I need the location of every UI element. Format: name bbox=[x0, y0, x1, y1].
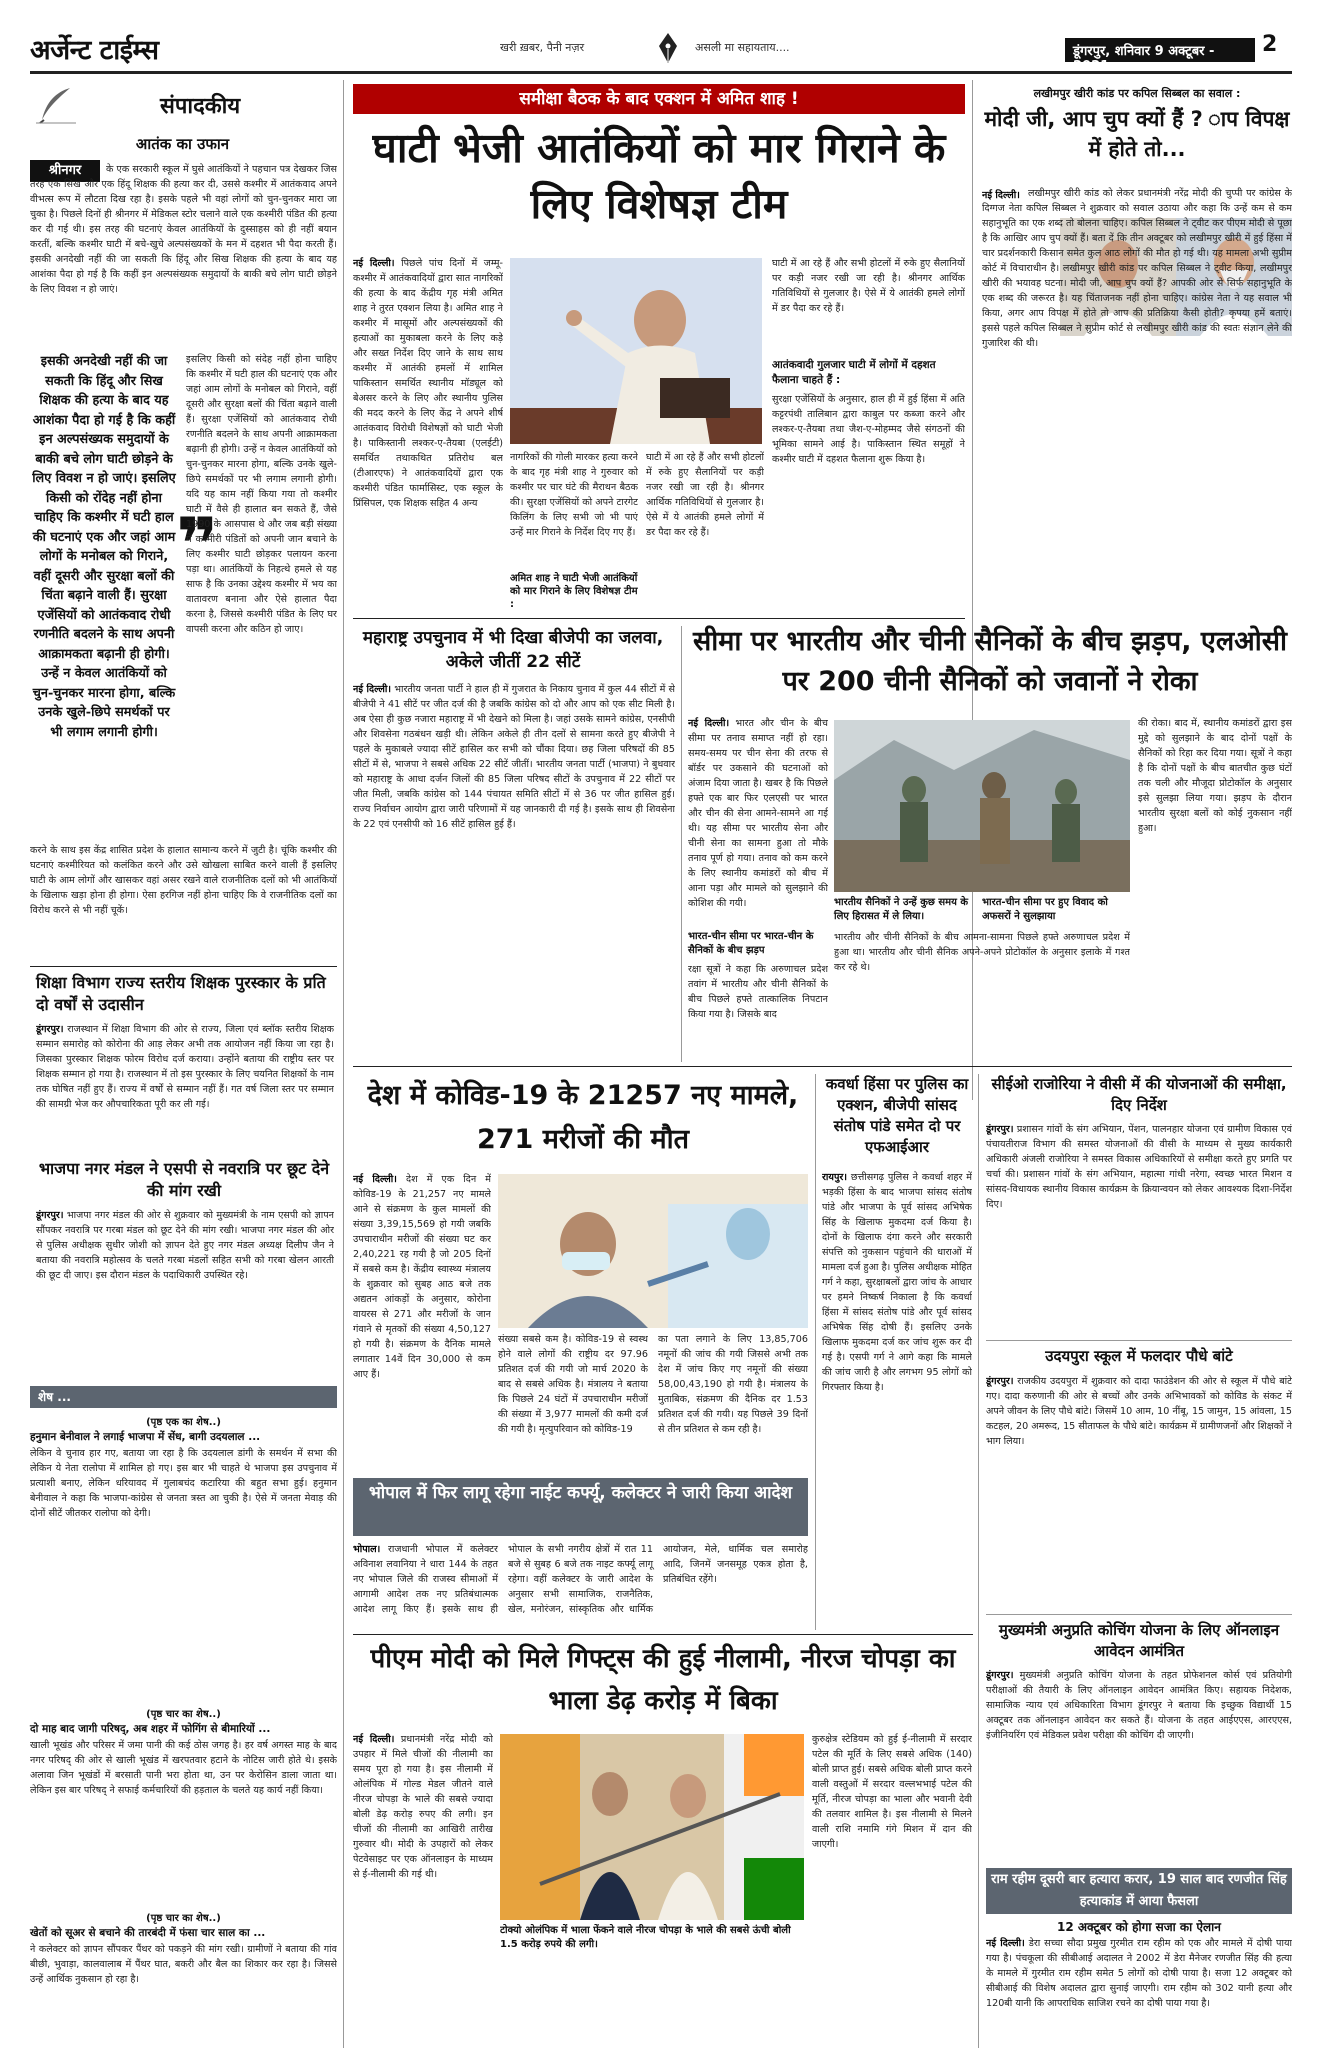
border-photo-caption: भारतीय सैनिकों ने उन्हें कुछ समय के लिए हिरासत में ले लिया। bbox=[834, 897, 969, 922]
masthead-date: डूंगरपुर, शनिवार 9 अक्टूबर - 2021 bbox=[1065, 38, 1255, 62]
newspaper-title: अर्जेन्ट टाईम्स bbox=[30, 35, 159, 66]
ramrahim-headline: राम रहीम दूसरी बार हत्यारा करार, 19 साल बाद रणजीत सिंह हत्याकांड में आया फैसला bbox=[986, 1868, 1292, 1914]
masthead bbox=[30, 30, 1292, 74]
editorial-title: आतंक का उफान bbox=[135, 135, 230, 153]
story-text: राजस्थान में शिक्षा विभाग की ओर से राज्य, जिला एवं ब्लॉक स्तरीय शिक्षक सम्मान समारोह को कोरोना की आड़ लेकर अभी तक आयोजन नहीं किया जा रहा है। जिसका पुरस्कार शिक्षक फोरम विरोध दर्ज कराया। उन्होंने बताया की राष्ट्रीय स्तर पर शिक्षक सम्मान हो गया है। राजस्थान में तो इस पुरस्कार के लिए चयनित शिक्षकों के नाम तक घोषित नहीं हुए हैं। राज्य में वर्षों से सम्मान नहीं हैं। गत वर्ष जिला स्तर पर सम्मान की सामग्री भेज कर औपचारिकता पूरी कर ली गई। bbox=[36, 1024, 334, 1110]
soldiers-photo bbox=[834, 720, 1130, 892]
dateline: डूंगरपुर। bbox=[986, 1670, 1014, 1681]
ceo-body bbox=[986, 1122, 1292, 1336]
amit-shah-photo bbox=[510, 258, 762, 444]
lead-subhead: आतंकवादी गुलजार घाटी में लोगों में दहशत फैलाना चाहते हैं : bbox=[772, 359, 936, 386]
teacher-award-headline: शिक्षा विभाग राज्य स्तरीय शिक्षक पुरस्कार के प्रति दो वर्षों से उदासीन bbox=[36, 973, 326, 1014]
pen-nib-icon bbox=[655, 32, 681, 64]
continued-label: (पृष्ठ चार का शेष..) bbox=[146, 1913, 221, 1924]
border-subhead-2: भारत-चीन सीमा पर हुए विवाद को अफसरों ने सुलझाया bbox=[982, 897, 1108, 922]
udaipura-headline: उदयपुरा स्कूल में फलदार पौधे बांटे bbox=[1045, 1347, 1233, 1365]
ceo-headline: सीईओ राजोरिया ने वीसी में की योजनाओं की समीक्षा, दिए निर्देश bbox=[991, 1075, 1287, 1114]
story-text: राजधानी भोपाल में कलेक्टर अविनाश लवानिया ने धारा 144 के तहत नए भोपाल जिले की राजस्व सीमाओं में आगामी आदेश तक नए प्रतिबंधात्मक आदेश लागू किए हैं। इसके साथ ही भोपाल के सभी नगरीय क्षेत्रों में रात 11 बजे से सुबह 6 बजे तक नाइट कर्फ्यू लागू रहेगा। वहीं कलेक्टर के जारी आदेश के अनुसार सभी सामाजिक, राजनैतिक, खेल, मनोरंजन, सांस्कृतिक और धार्मिक आयोजन, मेले, धार्मिक चल समारोह आदि, जिनमें जनसमूह एकत्र होता है, प्रतिबंधित रहेंगे। bbox=[353, 1544, 808, 1615]
bjp-demand-headline: भाजपा नगर मंडल ने एसपी से नवरात्रि पर छूट देने की मांग रखी bbox=[38, 1159, 330, 1200]
gifts-body-2: कुरुक्षेत्र स्टेडियम को हुई ई-नीलामी में सरदार पटेल की मूर्ति के लिए सबसे अधिक (140) बोली प्राप्त हुई। सबसे अधिक बोली प्राप्त करने वाली वस्तुओं में सरदार वल्लभभाई पटेल की मूर्ति, नीरज चोपड़ा का भाला और भवानी देवी की तलवार शामिल है। इस नीलामी से मिलने वाली राशि नमामि गंगे मिशन में दान की जाएगी। bbox=[812, 1734, 972, 1850]
ramrahim-subtitle: 12 अक्टूबर को होगा सजा का ऐलान bbox=[1057, 1920, 1221, 1934]
tagline-left: खरी ख़बर, पैनी नज़र bbox=[500, 41, 585, 54]
continued-body: खाली भूखंड और परिसर में जमा पानी की कई ठोस जगह है। हर वर्ष अगस्त माह के बाद नगर परिषद् की ओर से खाली भूखंड में खरपतवार हटाने के नोटिस जारी होते थे। इसके अलावा जिन भूखंडों में बरसाती पानी भरा होता था, उन पर केरोसिन डाला जाता था। लेकिन इस बार परिषद् ने सफाई कर्मचारियों की हड़ताल के चलते यह कार्य नहीं किया। bbox=[30, 1740, 337, 1796]
covid-body-1 bbox=[353, 1172, 491, 1472]
kapil-headline: मोदी जी, आप चुप क्यों हैं ? ाप विपक्ष में होते तो... bbox=[984, 107, 1290, 161]
gifts-photo-caption: टोक्यो ओलंपिक में भाला फेंकने वाले नीरज चोपड़ा के भाले की सबसे ऊंची बोली 1.5 करोड़ रुपये की लगी। bbox=[500, 1925, 791, 1950]
dateline: भोपाल। bbox=[353, 1544, 381, 1555]
divider bbox=[353, 1066, 1292, 1067]
covid-body-2: संख्या सबसे कम है। कोविड-19 से स्वस्थ होने वाले लोगों की राष्ट्रीय दर 97.96 प्रतिशत दर्ज की गयी जो मार्च 2020 के बाद से सबसे अधिक है। मंत्रालय ने बताया कि पिछले 24 घंटों में उपचाराधीन मरीजों की संख्या में 3,977 मामलों की कमी दर्ज की गयी है। मृत्युपरिवान को कोविड-19 bbox=[498, 1334, 648, 1435]
lead-body-5: सुरक्षा एजेंसियों के अनुसार, हाल ही में हुई हिंसा में अति कट्टरपंथी तालिबान द्वारा काबुल पर कब्जा करने और लश्कर-ए-तैयबा तथा जैश-ए-मोहम्मद जैसे संगठनों की भूमिका सामने आई है। पाकिस्तान स्थित समूहों ने कश्मीर घाटी में दहशत फैलाना शुरू किया है। bbox=[772, 394, 965, 465]
border-body-4: भारतीय और चीनी सैनिकों के बीच आमना-सामना पिछले हफ्ते अरुणाचल प्रदेश में हुआ था। भारतीय और चीनी सैनिक अपने-अपने प्रोटोकॉल के अनुसार इलाके में गश्त कर रहे थे। bbox=[834, 932, 1130, 973]
border-body-2: रक्षा सूत्रों ने कहा कि अरुणाचल प्रदेश तवांग में भारतीय और चीनी सैनिकों के बीच पिछले हफ्ते तात्कालिक निपटान किया गया है। जिसके बाद bbox=[688, 964, 828, 1020]
lead-headline: घाटी भेजी आतंकियों को मार गिराने के लिए विशेषज्ञ टीम bbox=[372, 124, 946, 228]
lead-kicker: समीक्षा बैठक के बाद एक्शन में अमित शाह ! bbox=[353, 84, 965, 114]
vaccination-illustration bbox=[498, 1174, 808, 1328]
gifts-headline: पीएम मोदी को मिले गिफ्ट्स की हुई नीलामी, नीरज चोपड़ा का भाला डेढ़ करोड़ में बिका bbox=[370, 1644, 956, 1716]
continued-body: ने कलेक्टर को ज्ञापन सौंपकर पैंथर को पकड़ने की मांग रखी। ग्रामीणों ने बताया की गांव बीछी, भुवाड़ा, कालवालाब में पैंथर घात, बकरी और बैल का शिकार कर रहा है। जिससे उन्हें आर्थिक नुकसान हो रहा है। bbox=[30, 1944, 337, 1985]
kawardha-body bbox=[822, 1170, 972, 1630]
story-text: भारत और चीन के बीच सीमा पर तनाव समाप्त नहीं हो रहा। समय-समय पर चीन सेना की तरफ से बॉर्डर पर उकसाने की घटनाओं को अंजाम दिया जाता है। खबर है कि पिछले हफ्ते एक बार फिर एलएसी पर भारत और चीन की सेना आमने-सामने आ गई थी। यह सीमा पर भारतीय सेना और चीनी सेना का सामना हुआ तो मौके तनाव पूर्ण हो गया। तनाव को कम करने के लिए स्थानीय कमांडरों को बीच में आना पड़ा और मामले को सुलझाने की कोशिश की गयी। bbox=[688, 718, 828, 909]
continued-label: (पृष्ठ चार का शेष..) bbox=[146, 1709, 221, 1720]
story-text: प्रधानमंत्री नरेंद्र मोदी को उपहार में मिले चीजों की नीलामी का समय पूरा हो गया है। इस नीलामी में ओलंपिक में गोल्ड मेडल जीतने वाले नीरज चोपड़ा के भाले की सबसे ज्यादा बोली डेढ़ करोड़ रुपए की लगी। इन चीजों की नीलामी का आखिरी तारीख गुरुवार थी। मोदी के उपहारों को लेकर पेटवेसाइट पर एक ऑनलाइन के माध्यम से ई-नीलामी की गई थी। bbox=[353, 1734, 493, 1880]
modi-neeraj-photo bbox=[500, 1734, 804, 1920]
border-body-1 bbox=[688, 716, 828, 926]
dateline: नई दिल्ली। bbox=[353, 1174, 397, 1185]
tagline-right: असली मा सहायताय.... bbox=[695, 41, 790, 54]
continued-headline: दो माह बाद जागी परिषद्, अब शहर में फोगिंग से बीमारियों ... bbox=[30, 1723, 271, 1735]
divider bbox=[986, 1614, 1292, 1615]
soldiers-illustration bbox=[834, 720, 1130, 892]
story-text: देश में एक दिन में कोविड-19 के 21,257 नए मामले आने से संक्रमण के कुल मामलों की संख्या 3,39,15,569 हो गयी जबकि उपचाराधीन मरीजों की संख्या घट कर 2,40,221 रह गयी है जो 205 दिनों में सबसे कम है। केंद्रीय स्वास्थ्य मंत्रालय के शुक्रवार को सुबह आठ बजे तक अद्यतन आंकड़ों के अनुसार, कोरोना वायरस से 271 और मरीजों के जान गंवाने से मृतकों की संख्या 4,50,127 हो गयी है। संक्रमण के दैनिक मामले लगातार 14वें दिन 30,000 से कम आए हैं। bbox=[353, 1174, 491, 1380]
kawardha-headline: कवर्धा हिंसा पर पुलिस का एक्शन, बीजेपी सांसद संतोष पांडे समेत दो पर एफआईआर bbox=[825, 1075, 969, 1156]
bhopal-body bbox=[353, 1542, 808, 1630]
border-headline: सीमा पर भारतीय और चीनी सैनिकों के बीच झड़प, एलओसी पर 200 चीनी सैनिकों को जवानों ने रोका bbox=[692, 626, 1287, 697]
editorial-header bbox=[30, 86, 335, 126]
dateline: नई दिल्ली। bbox=[353, 1734, 395, 1745]
coaching-body bbox=[986, 1668, 1292, 1864]
dateline: नई दिल्ली। bbox=[353, 258, 395, 269]
kapil-kicker: लखीमपुर खीरी कांड पर कपिल सिब्बल का सवाल : bbox=[1033, 87, 1241, 100]
javelin-illustration bbox=[500, 1734, 804, 1920]
gifts-body-1 bbox=[353, 1732, 493, 2042]
page-number: 2 bbox=[1262, 32, 1278, 57]
column-divider bbox=[343, 80, 344, 2048]
border-body-3: की रोका। बाद में, स्थानीय कमांडरों द्वारा इस मुद्दे को सुलझाने के बाद दोनों पक्षों के सैनिकों को रिहा कर दिया गया। सूत्रों ने कहा है कि दोनों पक्षों के बीच बातचीत कुछ घंटों तक चली और मौजूदा प्रोटोकॉल के अनुसार इसे सुलझा लिया गया। झड़प के दौरान भारतीय सुरक्षा बलों को कोई नुकसान नहीं हुआ। bbox=[1138, 718, 1292, 834]
dateline: डूंगरपुर। bbox=[36, 1210, 64, 1221]
quill-icon bbox=[36, 86, 76, 124]
dateline: नई दिल्ली। bbox=[982, 190, 1020, 201]
lead-body-1 bbox=[353, 256, 503, 612]
kapil-body: लखीमपुर खीरी कांड को लेकर प्रधानमंत्री नरेंद्र मोदी की चुप्पी पर कांग्रेस के दिग्गज नेता कपिल सिब्बल ने शुक्रवार को सवाल उठाया और कहा कि उन्हें कम से कम सहानुभूति का एक शब्द तो बोलना चाहिए। कपिल सिब्बल ने ट्वीट कर पीएम मोदी से पूछा है कि आखिर आप चुप क्यों हैं। बता दें कि तीन अक्टूबर को लखीमपुर खीरी में हुई हिंसा में चार प्रदर्शनकारी किसान समेत कुल आठ लोगों की मौत हो गई थी। यह मामला अभी सुप्रीम कोर्ट में विचाराधीन है। लखीमपुर खीरी कांड पर कपिल सिब्बल ने ट्वीट किया, लखीमपुर खीरी की भयावह घटना। मोदी जी, आप चुप क्यों हैं? आपकी ओर से सिर्फ सहानुभूति के एक शब्द की जरूरत है। यह चिंताजनक नहीं होना चाहिए। कांग्रेस नेता ने यह सवाल भी किया, अगर आप विपक्ष में होते तो आप की प्रतिक्रिया कैसी होती? कृपया हमें बताएं। इससे पहले कपिल सिब्बल ने सुप्रीम कोर्ट से लखीमपुर खीरी कांड की स्वतः संज्ञान लेने की गुजारिश की थी। bbox=[982, 188, 1292, 349]
divider bbox=[986, 1340, 1292, 1341]
editorial-footer: करने के साथ इस केंद्र शासित प्रदेश के हालात सामान्य करने में जुटी है। चूंकि कश्मीर की घटनाएं कश्मीरियत को कलंकित करने और उसे खोखला साबित करने वाली हैं इसलिए घाटी के आम लोगों और खासकर वहां असर रखने वाले राजनीतिक दलों को भी आतंकियों के खिलाफ खड़ा होना ही होगा। ऐसा हरगिज नहीं होना चाहिए कि वे राजनीतिक दलों का विरोध करने से भी नहीं चूकें। bbox=[30, 845, 337, 916]
column-divider bbox=[681, 626, 682, 1062]
story-text: भारतीय जनता पार्टी ने हाल ही में गुजरात के निकाय चुनाव में कुल 44 सीटों में से बीजेपी ने 41 सीटें पर जीत दर्ज की है जबकि कांग्रेस को दो और आप को एक सीट मिली है। अब ऐसा ही कुछ नजारा महाराष्ट्र में भी देखने को मिला है। जहां उसके सामने कांग्रेस, एनसीपी और शिवसेना गठबंधन खड़ी थी। लेकिन अकेले ही तीन दलों से सामना करते हुए बीजेपी ने पहले के मुकाबले ज्यादा सीटें हासिल कर सभी को चौंका दिया। छह जिला परिषदों की 85 सीटों में से, भाजपा ने सबसे अधिक 22 सीटें जीतीं। भारतीय जनता पार्टी (भाजपा) ने बुधवार को महाराष्ट्र के आधा दर्जन जिलों की 85 जिला परिषद सीटों के उपचुनाव में 22 सीटों पर जीत मिली, जबकि कांग्रेस को 144 पंचायत समिति सीटों में से 36 पर जीत हासिल हुई। राज्य निर्वाचन आयोग द्वारा जारी परिणामों में यह जानकारी दी गई है। इसके साथ ही शिवसेना के 22 एवं एनसीपी को 16 सीटें हासिल हुई हैं। bbox=[353, 684, 675, 830]
dateline: नई दिल्ली। bbox=[688, 718, 730, 729]
bjp-demand-body bbox=[36, 1208, 334, 1380]
story-text: राजकीय उदयपुरा में शुक्रवार को दादा फाउंडेशन की ओर से स्कूल में पौधे बांटे गए। दादा करुणानी की ओर से बच्चों और उनके अभिभावकों को कोविड के संकट में अपने जीवन के लिए पौधे बांटे। जिसमें 10 आम, 10 नींबू, 15 जामुन, 15 आंवला, 15 कटहल, 20 अमरूद, 15 सीताफल के पौधे बांटे। कार्यक्रम में ग्रामीणजनों और शिक्षकों ने भाग लिया। bbox=[986, 1376, 1292, 1447]
lead-body-2: नागरिकों की गोली मारकर हत्या करने के बाद गृह मंत्री शाह ने गुरुवार को कश्मीर पर चार घंटे की मैराथन बैठक की। सुरक्षा एजेंसियों को अपने टारगेट किलिंग के लिए सभी जो भी पाएं उन्हें मार गिराने के निर्देश दिए गए हैं। bbox=[510, 452, 638, 538]
story-text: पिछले पांच दिनों में जम्मू-कश्मीर में आतंकवादियों द्वारा सात नागरिकों की हत्या के बाद केंद्रीय गृह मंत्री अमित शाह ने तुरत एक्शन लिया है। अमित शाह ने कश्मीर में मासूमों और अल्पसंख्यकों की हत्याओं का मुकाबला करने के लिए कड़े और सख्त निर्देश दिए जाने के साथ साथ कश्मीर में आतंकी हमलों में शामिल पाकिस्तान समर्थित स्थानीय मॉड्यूल को बेअसर करने के लिए और स्थानीय पुलिस की मदद करने के लिए केंद्र ने अपने शीर्ष आतंकवाद विरोधी विशेषज्ञों को घाटी भेजी है। पाकिस्तानी लश्कर-ए-तैयबा (एलईटी) समर्थित तथाकथित प्रतिरोध बल (टीआरएफ) ने आतंकवादियों द्वारा एक कश्मीरी पंडित फार्मासिस्ट, एक स्कूल के प्रिंसिपल, एक शिक्षक सहित 4 अन्य bbox=[353, 258, 503, 509]
dateline: डूंगरपुर। bbox=[36, 1024, 64, 1035]
coaching-headline: मुख्यमंत्री अनुप्रति कोचिंग योजना के लिए ऑनलाइन आवेदन आमंत्रित bbox=[998, 1621, 1280, 1660]
continued-label: (पृष्ठ एक का शेष..) bbox=[146, 1417, 221, 1428]
story-text: मुख्यमंत्री अनुप्रति कोचिंग योजना के तहत प्रोफेशनल कोर्स एवं प्रतियोगी परीक्षाओं की तैयारी के लिए ऑनलाइन आवेदन आमंत्रित किए। सहायक निदेशक, सामाजिक न्याय एवं अधिकारिता विभाग डूंगरपुर ने बताया कि इच्छुक विद्यार्थी 15 अक्टूबर तक ऑनलाइन आवेदन कर सकते हैं। योजना के तहत आईएएस, आरएएस, इंजीनियरिंग एवं मेडिकल प्रवेश परीक्षा की कोचिंग दी जाएगी। bbox=[986, 1670, 1292, 1741]
continued-headline: खेतों को सूअर से बचाने की तारबंदी में फंसा चार साल का ... bbox=[30, 1927, 266, 1939]
editorial-dateline: श्रीनगर bbox=[30, 160, 100, 182]
dateline: डूंगरपुर। bbox=[986, 1376, 1014, 1387]
bypoll-headline: महाराष्ट्र उपचुनाव में भी दिखा बीजेपी का जलवा, अकेले जीतीं 22 सीटें bbox=[362, 628, 664, 672]
dateline: डूंगरपुर। bbox=[986, 1124, 1014, 1135]
bypoll-body bbox=[353, 682, 675, 1062]
column-divider bbox=[815, 1074, 816, 1630]
story-text: भाजपा नगर मंडल की ओर से शुक्रवार को मुख्यमंत्री के नाम एसपी को ज्ञापन सौंपकर नवरात्रि पर गरबा मंडल को छूट देने की मांग रखी। भाजपा नगर मंडल की ओर से पुलिस अधीक्षक सुधीर जोशी को ज्ञापन देते हुए नगर मंडल अध्यक्ष दिलीप जैन ने बताया की नवरात्रि महोत्सव के चलते गरबा मंडलों सहित सभी को गरबा खेलन आरती की छूट दी जाए। इस दौरान मंडल के पदाधिकारी उपस्थित रहे। bbox=[36, 1210, 334, 1281]
section-title: संपादकीय bbox=[160, 94, 241, 119]
editorial-column-2: इसलिए किसी को संदेह नहीं होना चाहिए कि कश्मीर में घटी हाल की घटनाएं एक और जहां आम लोगों के मनोबल को गिराने, वहीं दूसरी और सुरक्षा बलों की चिंता बढ़ाने वाली हैं। सुरक्षा एजेंसियों को आतंकवाद रोधी रणनीति बदलने के साथ अपनी आक्रामकता बढ़ानी ही होगी। उन्हें न केवल आतंकियों को चुन-चुनकर मारना होगा, बल्कि उनके खुले-छिपे समर्थकों पर भी लगाम लगानी होगी। यदि यह काम नहीं किया गया तो कश्मीर घाटी में वैसे ही हालात बन सकते हैं, जैसे 1990 के आसपास थे और जब बड़ी संख्या में कश्मीरी पंडितों को अपनी जान बचाने के लिए कश्मीर घाटी छोड़कर पलायन करना पड़ा था। आतंकियों के निहत्थे हमले से यह साफ है कि उनका उद्देश्य कश्मीर में भय का वातावरण बनाना और ऐसे हालात पैदा करना है, जिससे कश्मीरी पंडित के लिए घर वापसी करना और कठिन हो जाए। bbox=[186, 354, 337, 635]
bhopal-headline: भोपाल में फिर लागू रहेगा नाईट कर्फ्यू, कलेक्टर ने जारी किया आदेश bbox=[353, 1478, 808, 1536]
story-text: छत्तीसगढ़ पुलिस ने कवर्धा शहर में भड़की हिंसा के बाद भाजपा सांसद संतोष पांडे और भाजपा के पूर्व सांसद अभिषेक सिंह के खिलाफ मुकदमा दर्ज किया है। दोनों के खिलाफ दंगा करने और सरकारी संपत्ति को नुकसान पहुंचाने की धाराओं में मामला दर्ज हुआ है। पुलिस अधीक्षक मोहित गर्ग ने कहा, सुरक्षाबलों द्वारा जांच के आधार पर हमने निष्कर्ष निकाला है कि कवर्धा हिंसा में सांसद संतोष पांडे और पूर्व सांसद अभिषेक सिंह दोषी हैं। इसलिए उनके खिलाफ मुकदमा दर्ज कर जांच शुरू कर दी गई है। एसपी गर्ग ने आगे कहा कि मामले की जांच जारी है और लगभग 95 लोगों को गिरफ्तार किया है। bbox=[822, 1172, 972, 1393]
continued-section-bar: शेष ... bbox=[30, 1386, 337, 1408]
continued-body: लेकिन वे चुनाव हार गए, बताया जा रहा है कि उदयलाल डांगी के समर्थन में सभा की लेकिन ये नेता रालोपा में शामिल हो गए। इस बार भी चाहते थे भाजपा इस उपचुनाव में प्रत्याशी बनाए, लेकिन धरियावद में गुलाबचंद कटारिया की बहुत सभा हुई। हनुमान बेनीवाल ने कहा कि भाजपा-कांग्रेस से जनता त्रस्त आ चुकी है। ऐसे में जनता मेवाड़ की दोनों सीटें जीतकर रालोपा को देगी। bbox=[30, 1448, 337, 1519]
covid-body-3: का पता लगाने के लिए 13,85,706 नमूनों की जांच की गयी जिससे अभी तक देश में जांच किए गए नमूनों की संख्या 58,00,43,190 हो गयी है। मंत्रालय के मुताबिक, संक्रमण की दैनिक दर 1.53 प्रतिशत दर्ज की गयी। यह पिछले 39 दिनों से तीन प्रतिशत से कम रही है। bbox=[658, 1334, 808, 1435]
column-divider bbox=[978, 1074, 979, 2048]
lead-photo-caption: अमित शाह ने घाटी भेजी आतंकियों को मार गिराने के लिए विशेषज्ञ टीम : bbox=[510, 573, 638, 610]
editorial-intro: के एक सरकारी स्कूल में घुसे आतंकियों ने पहचान पत्र देखकर जिस तरह एक सिख और एक हिंदू शिक्षक की हत्या कर दी, उससे कश्मीर में आतंकवाद अपने वीभत्स रूप में लौटता दिख रहा है। इसके पहले भी वहां लोगों को चुन-चुनकर मारा जा चुका है। पिछले दिनों ही श्रीनगर में मेडिकल स्टोर चलाने वाले एक कश्मीरी पंडित की हत्या कर दी गई थी। इस तरह की घटनाएं केवल आतंकियों के दुस्साहस को ही नहीं बयान करतीं, बल्कि कश्मीर घाटी में बचे-खुचे अल्पसंख्यकों के मन में दहशत भी पैदा करती हैं। इसकी अनदेखी नहीं की जा सकती कि हिंदू और सिख शिक्षक की हत्या के बाद यह आशंका पैदा हो गई है कि कहीं इन अल्पसंख्यक समुदायों के बाकी बचे लोग घाटी छोड़ने के लिए विवश न हो जाएं। bbox=[30, 164, 337, 295]
udaipura-body bbox=[986, 1374, 1292, 1610]
editorial-pull-quote: इसकी अनदेखी नहीं की जा सकती कि हिंदू और सिख शिक्षक की हत्या के बाद यह आशंका पैदा हो गई है कि कहीं इन अल्पसंख्यक समुदायों के बाकी बचे लोग घाटी छोड़ने के लिए विवश न हो जाएं। इसलिए किसी को रोंदेह नहीं होना चाहिए कि कश्मीर में घटी हाल की घटनाएं एक और जहां आम लोगों के मनोबल को गिराने, वहीं दूसरी और सुरक्षा बलों की चिंता बढ़ाने वाली हैं। सुरक्षा एजेंसियों को आतंकवाद रोधी रणनीति बदलने के साथ अपनी आक्रामकता बढ़ानी ही होगी। उन्हें न केवल आतंकियों को चुन-चुनकर मारना होगा, बल्कि उनके खुले-छिपे समर्थकों पर भी लगाम लगानी होगी। bbox=[32, 354, 176, 740]
divider bbox=[353, 1634, 973, 1635]
ramrahim-body bbox=[986, 1936, 1292, 2042]
lead-body-4: घाटी में आ रहे हैं और सभी होटलों में रुके हुए सैलानियों पर कड़ी नजर रखी जा रही है। श्रीनगर आर्थिक गतिविधियों से गुलजार है। ऐसे में ये आतंकी हमले लोगों में डर पैदा कर रहे हैं। bbox=[772, 258, 965, 314]
divider bbox=[30, 966, 337, 967]
divider bbox=[353, 618, 965, 619]
covid-headline: देश में कोविड-19 के 21257 नए मामले, 271 मरीजों की मौत bbox=[367, 1080, 799, 1155]
border-subhead: भारत-चीन सीमा पर भारत-चीन के सैनिकों के बीच झड़प bbox=[688, 931, 814, 956]
lead-body-3: घाटी में आ रहे हैं और सभी होटलों में रुके हुए सैलानियों पर कड़ी नजर रखी जा रही है। श्रीनगर आर्थिक गतिविधियों से गुलजार है। ऐसे में ये आतंकी हमले लोगों में डर पैदा कर रहे हैं। bbox=[646, 452, 764, 538]
quote-mark-icon: ❞ bbox=[176, 502, 219, 586]
dateline: नई दिल्ली। bbox=[353, 684, 392, 695]
dateline: नई दिल्ली। bbox=[986, 1938, 1025, 1949]
dateline: रायपुर। bbox=[822, 1172, 847, 1183]
continued-headline: हनुमान बेनीवाल ने लगाई भाजपा में सेंध, बागी उदयलाल ... bbox=[30, 1431, 261, 1443]
teacher-award-body bbox=[36, 1022, 334, 1154]
story-text: डेरा सच्चा सौदा प्रमुख गुरमीत राम रहीम को एक और मामले में दोषी पाया गया है। पंचकूला की सीबीआई अदालत ने 2002 में डेरा मैनेजर रणजीत सिंह की हत्या के मामले में गुरमीत राम रहीम समेत 5 लोगों को दोषी पाया है। सजा 12 अक्टूबर को सीबीआई की विशेष अदालत द्वारा सुनाई जाएगी। राम रहीम को 302 यानी हत्या और 120बी यानी कि आपराधिक साजिश रचने का दोषी पाया गया है। bbox=[986, 1938, 1292, 2009]
vaccination-photo bbox=[498, 1174, 808, 1328]
speaker-illustration bbox=[510, 258, 762, 444]
story-text: प्रशासन गांवों के संग अभियान, पेंशन, पालनहार योजना एवं ग्रामीण विकास एवं पंचायतीराज विभाग की समस्त योजनाओं की वीसी के माध्यम से मुख्य कार्यकारी अधिकारी अंजली राजोरिया ने समस्त विकास अधिकारियों से समीक्षा करते हुए प्रगति पर चर्चा की। प्रशासन गांवों के संग अभियान, महात्मा गांधी नरेगा, स्वच्छ भारत मिशन व सांसद-विधायक स्थानीय विकास कार्यक्रम के क्रियान्वयन को लेकर आवश्यक दिशा-निर्देश दिए। bbox=[986, 1124, 1292, 1210]
